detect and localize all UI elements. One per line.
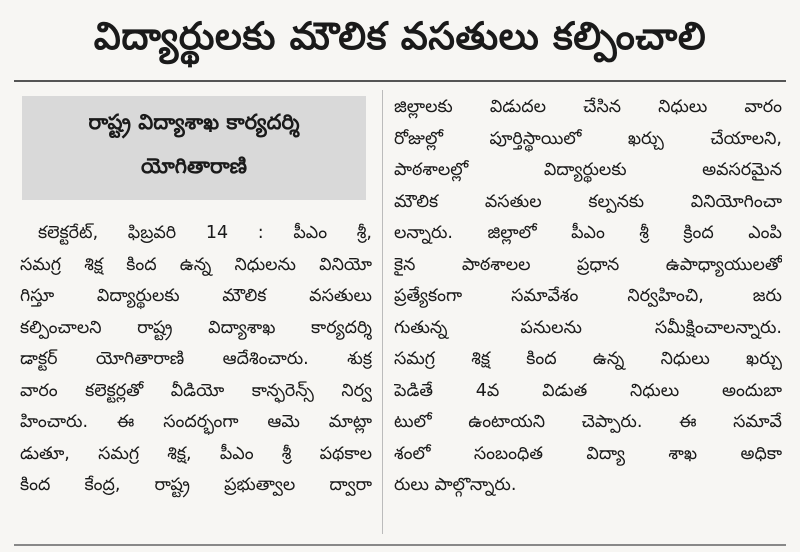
text-line: డుతూ, సమగ్ర శిక్ష, పీఎం శ్రీ పథకాల — [20, 443, 372, 464]
headline-rule — [14, 80, 786, 82]
right-column — [394, 92, 782, 502]
text-line: రులు పాల్గొన్నారు. — [394, 475, 517, 495]
text-line: ప్రత్యేకంగా సమావేశం నిర్వహించి, జరు — [394, 286, 782, 306]
bottom-rule — [14, 544, 786, 546]
text-line: కల్పించాలని రాష్ట్ర విద్యాశాఖ కార్యదర్శి — [20, 317, 372, 338]
text-line: మౌలిక వసతుల కల్పనకు వినియోగించా — [394, 191, 782, 212]
text-line: సమగ్ర శిక్ష కింద ఉన్న నిధులు ఖర్చు — [394, 349, 782, 369]
text-line: టులో ఉంటాయని చెప్పారు. ఈ సమావే — [394, 412, 782, 432]
text-line: శంలో సంబంధిత విద్యా శాఖ అధికా — [394, 443, 782, 464]
column-divider — [382, 90, 383, 534]
text-line: కలెక్టరేట్, ఫిబ్రవరి 14 : పీఎం శ్రీ, — [38, 223, 372, 243]
text-line: జిల్లాలకు విడుదల చేసిన నిధులు వారం — [394, 97, 782, 117]
subhead-box — [22, 96, 366, 200]
text-line: పెడితే 4వ విడుత నిధులు అందుబా — [394, 380, 782, 401]
subhead-name: యోగితారాణి — [141, 154, 247, 178]
text-line: లన్నారు. జిల్లాలో పీఎం శ్రీ క్రింద ఎంపి — [394, 223, 782, 243]
left-column — [20, 218, 372, 502]
text-line: గిస్తూ విద్యార్థులకు మౌలిక వసతులు — [20, 286, 372, 306]
text-line: సమగ్ర శిక్ష కింద ఉన్న నిధులను వినియో — [20, 254, 372, 275]
text-line: వారం కలెక్టర్లతో వీడియో కాన్ఫరెన్స్ నిర్వ — [20, 380, 372, 401]
text-line: డాక్టర్ యోగితారాణి ఆదేశించారు. శుక్ర — [20, 349, 372, 369]
text-line: పాఠశాలల్లో విద్యార్థులకు అవసరమైన — [394, 160, 782, 180]
text-line: హించారు. ఈ సందర్భంగా ఆమె మాట్లా — [20, 412, 372, 432]
subhead-title: రాష్ట్ర విద్యాశాఖ కార్యదర్శి — [88, 110, 300, 134]
article-headline: విద్యార్థులకు మౌలిక వసతులు కల్పించాలి — [93, 14, 707, 58]
text-line: కింద కేంద్ర, రాష్ట్ర ప్రభుత్వాల ద్వారా — [20, 475, 372, 495]
text-line: గుతున్న పనులను సమీక్షించాలన్నారు. — [394, 317, 782, 338]
text-line: కైన పాఠశాలల ప్రధాన ఉపాధ్యాయులతో — [394, 254, 782, 275]
text-line: రోజుల్లో పూర్తిస్థాయిలో ఖర్చు చేయాలని, — [394, 128, 782, 149]
